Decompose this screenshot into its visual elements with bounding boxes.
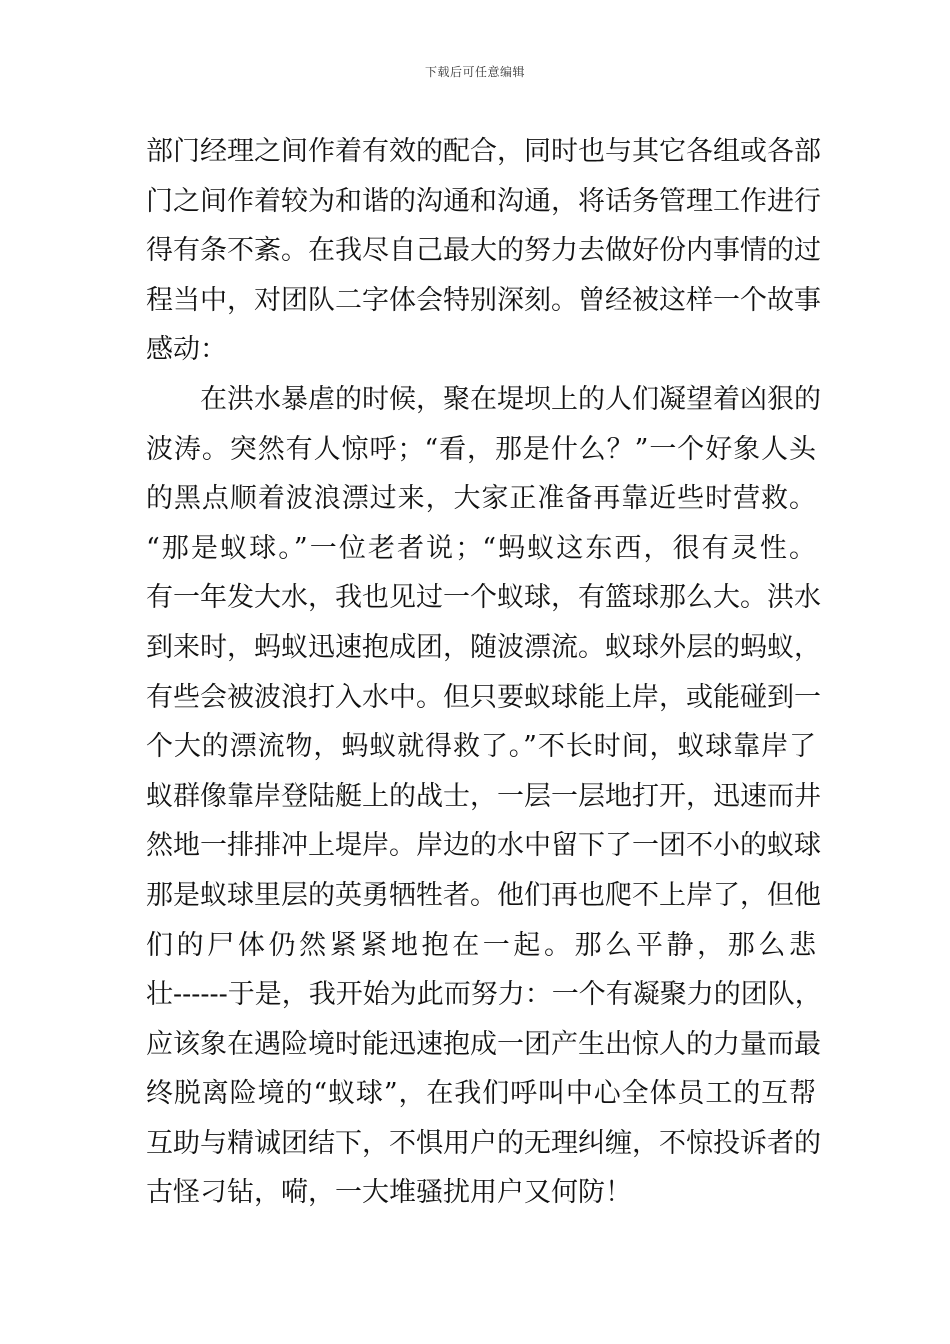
text-line: 互助与精诚团结下，不惧用户的无理纠缠，不惊投诉者的	[146, 1127, 821, 1159]
text-line: 们的尸体仍然紧紧地抱在一起。那么平静，那么悲	[146, 929, 816, 961]
text-line: 有一年发大水，我也见过一个蚁球，有篮球那么大。洪水	[146, 582, 821, 614]
text-line: 应该象在遇险境时能迅速抱成一团产生出惊人的力量而最	[146, 1028, 821, 1060]
text-line: 个大的漂流物，蚂蚁就得救了。”不长时间，蚁球靠岸了	[146, 731, 816, 763]
text-line: 的黑点顺着波浪漂过来，大家正准备再靠近些时营救。	[146, 483, 816, 515]
text-line: 在洪水暴虐的时候，聚在堤坝上的人们凝望着凶狠的	[200, 383, 821, 415]
text-line: 蚁群像靠岸登陆艇上的战士，一层一层地打开，迅速而井	[146, 780, 821, 812]
text-line: 程当中，对团队二字体会特别深刻。曾经被这样一个故事	[146, 284, 821, 316]
page-header: 下载后可任意编辑	[424, 65, 525, 79]
text-line: 古怪刁钻，嗬，一大堆骚扰用户又何防！	[146, 1177, 632, 1209]
text-line: 波涛。突然有人惊呼；“看，那是什么？”一个好象人头	[146, 433, 816, 465]
text-line: 终脱离险境的“蚁球”，在我们呼叫中心全体员工的互帮	[146, 1078, 816, 1110]
text-line: 有些会被波浪打入水中。但只要蚁球能上岸，或能碰到一	[146, 681, 821, 713]
text-line: 那是蚁球里层的英勇牺牲者。他们再也爬不上岸了，但他	[146, 879, 821, 911]
text-line: “那是蚁球。”一位老者说；“蚂蚁这东西，很有灵性。	[146, 532, 816, 564]
text-line: 壮------于是，我开始为此而努力：一个有凝聚力的团队，	[146, 979, 822, 1011]
text-line: 感动：	[146, 334, 227, 366]
text-line: 然地一排排冲上堤岸。岸边的水中留下了一团不小的蚁球	[146, 830, 821, 862]
text-line: 得有条不紊。在我尽自己最大的努力去做好份内事情的过	[146, 235, 821, 267]
text-line: 部门经理之间作着有效的配合，同时也与其它各组或各部	[146, 136, 821, 167]
text-line: 门之间作着较为和谐的沟通和沟通，将话务管理工作进行	[146, 185, 821, 217]
text-line: 到来时，蚂蚁迅速抱成团，随波漂流。蚁球外层的蚂蚁，	[146, 631, 821, 663]
document-body	[146, 127, 822, 1218]
